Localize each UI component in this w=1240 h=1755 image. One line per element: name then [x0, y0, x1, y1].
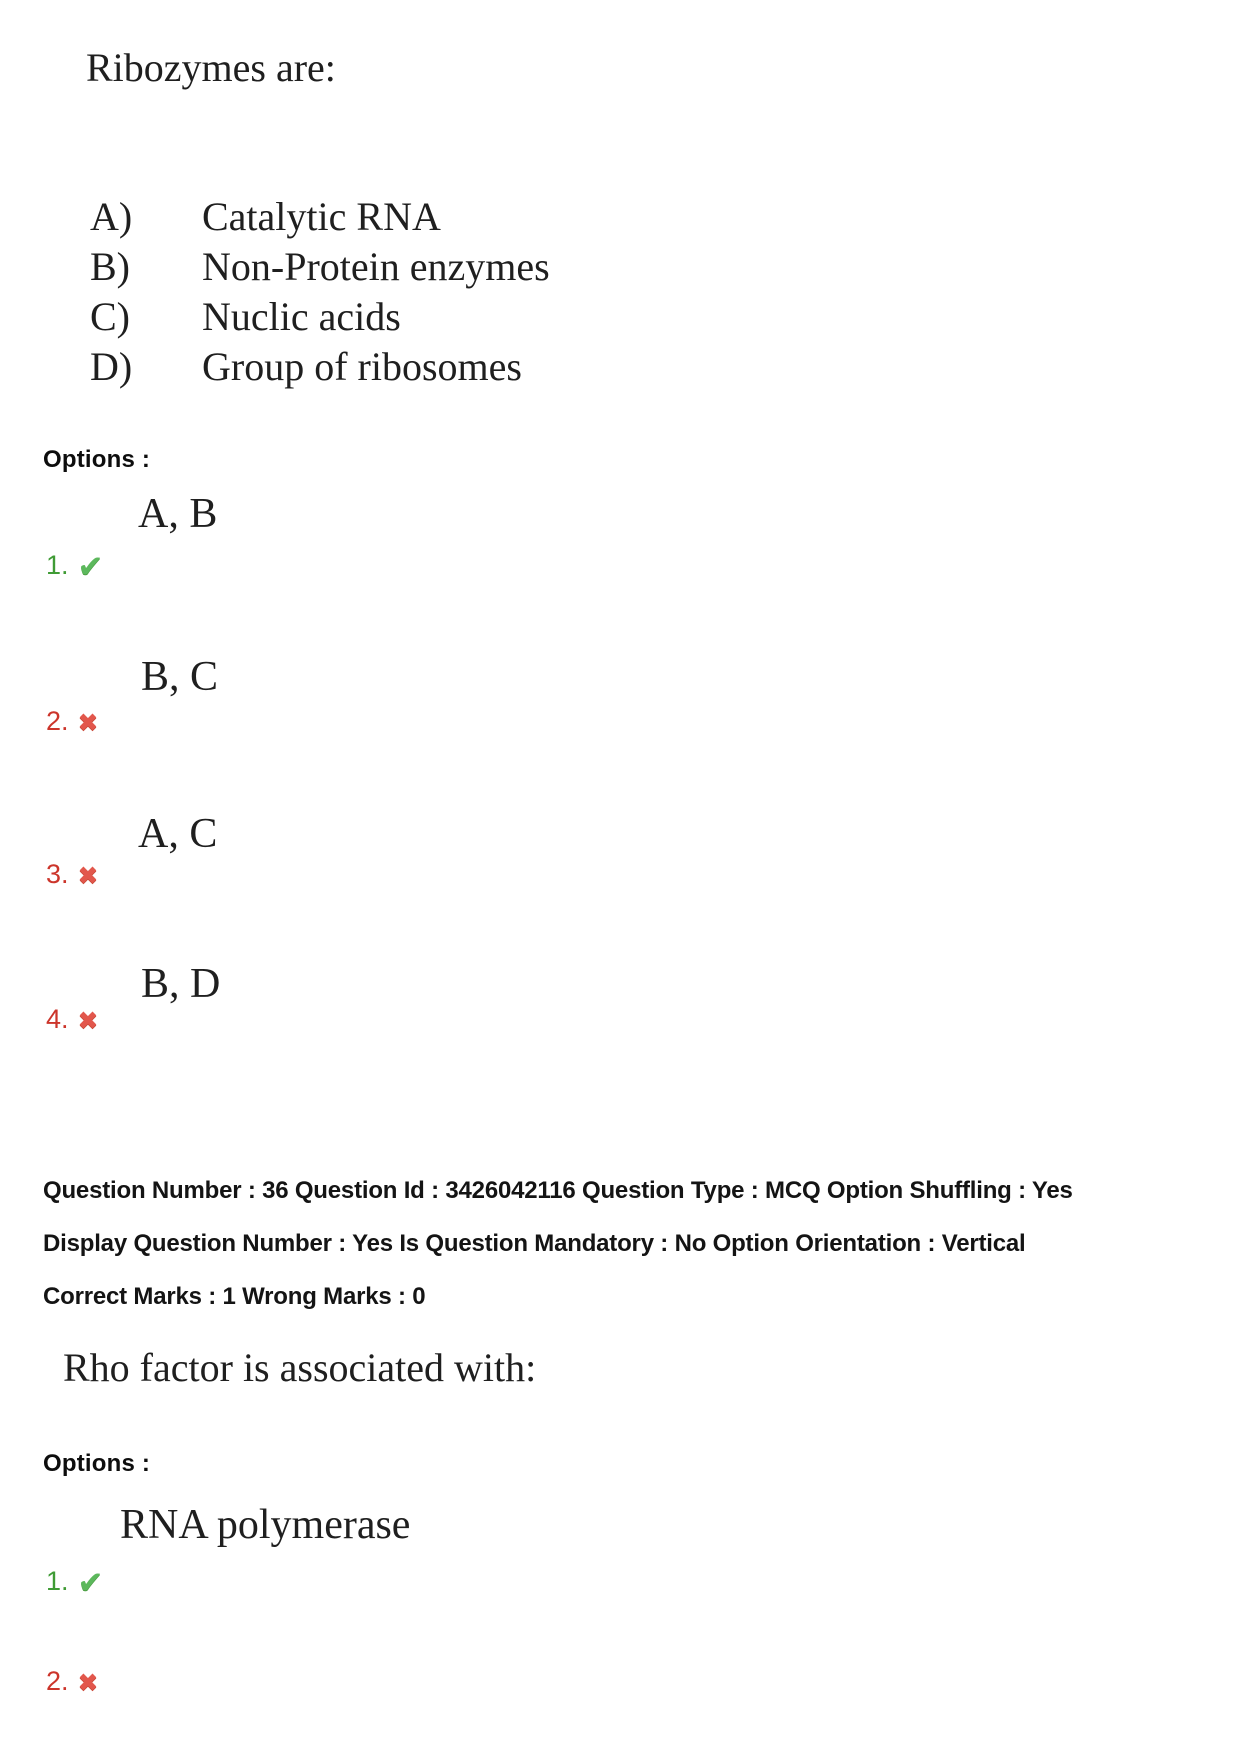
- cross-icon: ✖: [77, 862, 99, 890]
- cross-icon: ✖: [77, 1007, 99, 1035]
- metadata-line: Correct Marks : 1 Wrong Marks : 0: [43, 1283, 426, 1310]
- answer-option-marker: [46, 549, 104, 585]
- choice-letter: B): [90, 244, 130, 289]
- cross-icon: ✖: [77, 709, 99, 737]
- choice-row: [90, 342, 550, 392]
- choice-text: Catalytic RNA: [202, 194, 441, 239]
- answer-option-text: A, C: [138, 811, 218, 857]
- answer-number: 2.: [46, 1666, 69, 1696]
- answer-number: 2.: [46, 706, 69, 736]
- choice-text: Non-Protein enzymes: [202, 244, 550, 289]
- answer-option-text: B, C: [141, 654, 219, 700]
- answer-number: 3.: [46, 859, 69, 889]
- answer-number: 4.: [46, 1004, 69, 1034]
- options-label: Options :: [43, 1450, 151, 1477]
- metadata-line: Display Question Number : Yes Is Question Mandatory : No Option Orientation : Vertical: [43, 1230, 1026, 1257]
- choice-letter: D): [90, 344, 133, 389]
- choice-letter: C): [90, 294, 130, 339]
- answer-number: 1.: [46, 550, 69, 580]
- answer-option-text: RNA polymerase: [120, 1502, 411, 1548]
- cross-icon: ✖: [77, 1669, 99, 1697]
- answer-number: 1.: [46, 1566, 69, 1596]
- choice-text: Group of ribosomes: [202, 344, 522, 389]
- answer-option-text: A, B: [138, 491, 218, 537]
- question-36-metadata: [43, 1164, 1228, 1323]
- metadata-line: Question Number : 36 Question Id : 3426042116 Question Type : MCQ Option Shuffling : Yes: [43, 1177, 1073, 1204]
- choice-row: [90, 192, 550, 242]
- choice-row: [90, 292, 550, 342]
- check-icon: ✔: [77, 1565, 104, 1600]
- choice-row: [90, 242, 550, 292]
- choice-text: Nuclic acids: [202, 294, 401, 339]
- answer-option-marker: [46, 1565, 104, 1601]
- answer-option-marker: [46, 859, 98, 891]
- answer-option-marker: [46, 1004, 98, 1036]
- choice-letter: A): [90, 194, 133, 239]
- options-label: Options :: [43, 446, 151, 473]
- question-35-stem: Ribozymes are:: [86, 45, 336, 90]
- question-35-choice-list: [90, 192, 550, 392]
- answer-option-text: B, D: [141, 961, 221, 1007]
- question-36-stem: Rho factor is associated with:: [63, 1345, 537, 1390]
- answer-option-marker: [46, 1666, 98, 1698]
- answer-option-marker: [46, 706, 98, 738]
- check-icon: ✔: [77, 549, 104, 584]
